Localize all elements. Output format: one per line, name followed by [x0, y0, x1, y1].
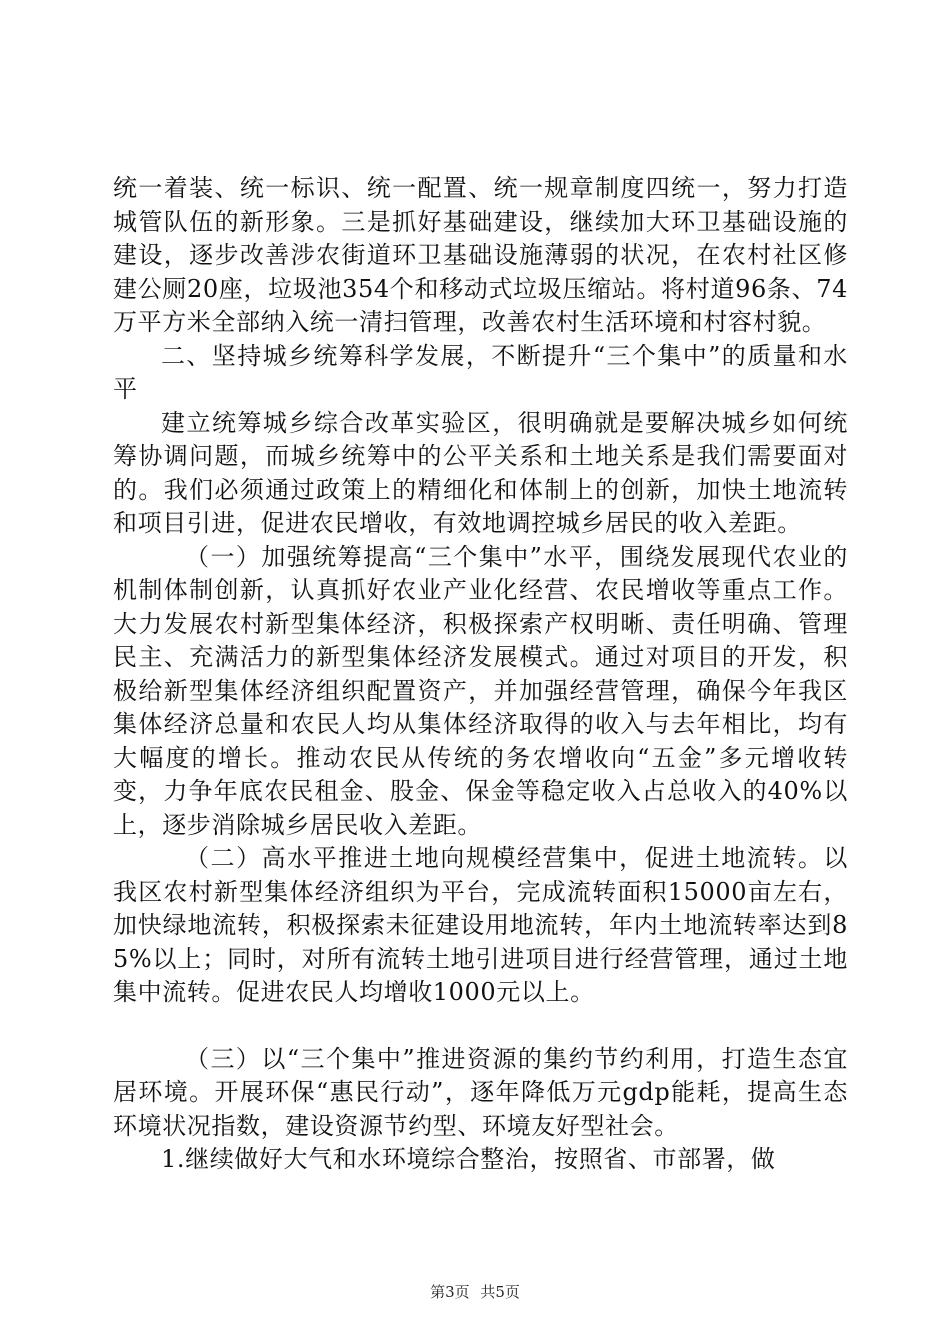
paragraph: 建立统筹城乡综合改革实验区，很明确就是要解决城乡如何统筹协调问题，而城乡统筹中的公平关系和土地关系是我们需要面对的。我们必须通过政策上的精细化和体制上的创新，加快土地流转和项目引进，促进农民增收，有效地调控城乡居民的收入差距。 [113, 408, 848, 537]
page-total: 共5页 [480, 1283, 520, 1301]
paragraph-numbered: 1.继续做好大气和水环境综合整治，按照省、市部署，做 [161, 1145, 776, 1173]
page-number: 第3页 [430, 1283, 470, 1301]
page-footer [0, 1281, 950, 1302]
paragraph-item-3: （三）以“三个集中”推进资源的集约节约利用，打造生态宜居环境。开展环保“惠民行动”，逐年降低万元gdp能耗，提高生态环境状况指数，建设资源节约型、环境友好型社会。 [113, 1044, 848, 1140]
section-heading: 二、坚持城乡统筹科学发展，不断提升“三个集中”的质量和水平 [113, 341, 848, 403]
paragraph-item-1: （一）加强统筹提高“三个集中”水平，围绕发展现代农业的机制体制创新，认真抓好农业产业化经营、农民增收等重点工作。大力发展农村新型集体经济，积极探索产权明晰、责任明确、管理民主、充满活力的新型集体经济发展模式。通过对项目的开发，积极给新型集体经济组织配置资产，并加强经营管理，确保今年我区集体经济总量和农民人均从集体经济取得的收入与去年相比，均有大幅度的增长。推动农民从传统的务农增收向“五金”多元增收转变，力争年底农民租金、股金、保金等稳定收入占总收入的40%以上，逐步消除城乡居民收入差距。 [113, 542, 848, 839]
paragraph-continued: 统一着装、统一标识、统一配置、统一规章制度四统一，努力打造城管队伍的新形象。三是抓好基础建设，继续加大环卫基础设施的建设，逐步改善涉农街道环卫基础设施薄弱的状况，在农村社区修建公厕20座，垃圾池354个和移动式垃圾压缩站。将村道96条、74万平方米全部纳入统一清扫管理，改善农村生活环境和村容村貌。 [113, 174, 848, 336]
paragraph-item-2: （二）高水平推进土地向规模经营集中，促进土地流转。以我区农村新型集体经济组织为平台，完成流转面积15000亩左右，加快绿地流转，积极探索未征建设用地流转，年内土地流转率达到85%以上；同时，对所有流转土地引进项目进行经营管理，通过土地集中流转。促进农民人均增收1000元以上。 [113, 844, 848, 1006]
document-body [113, 172, 848, 1177]
